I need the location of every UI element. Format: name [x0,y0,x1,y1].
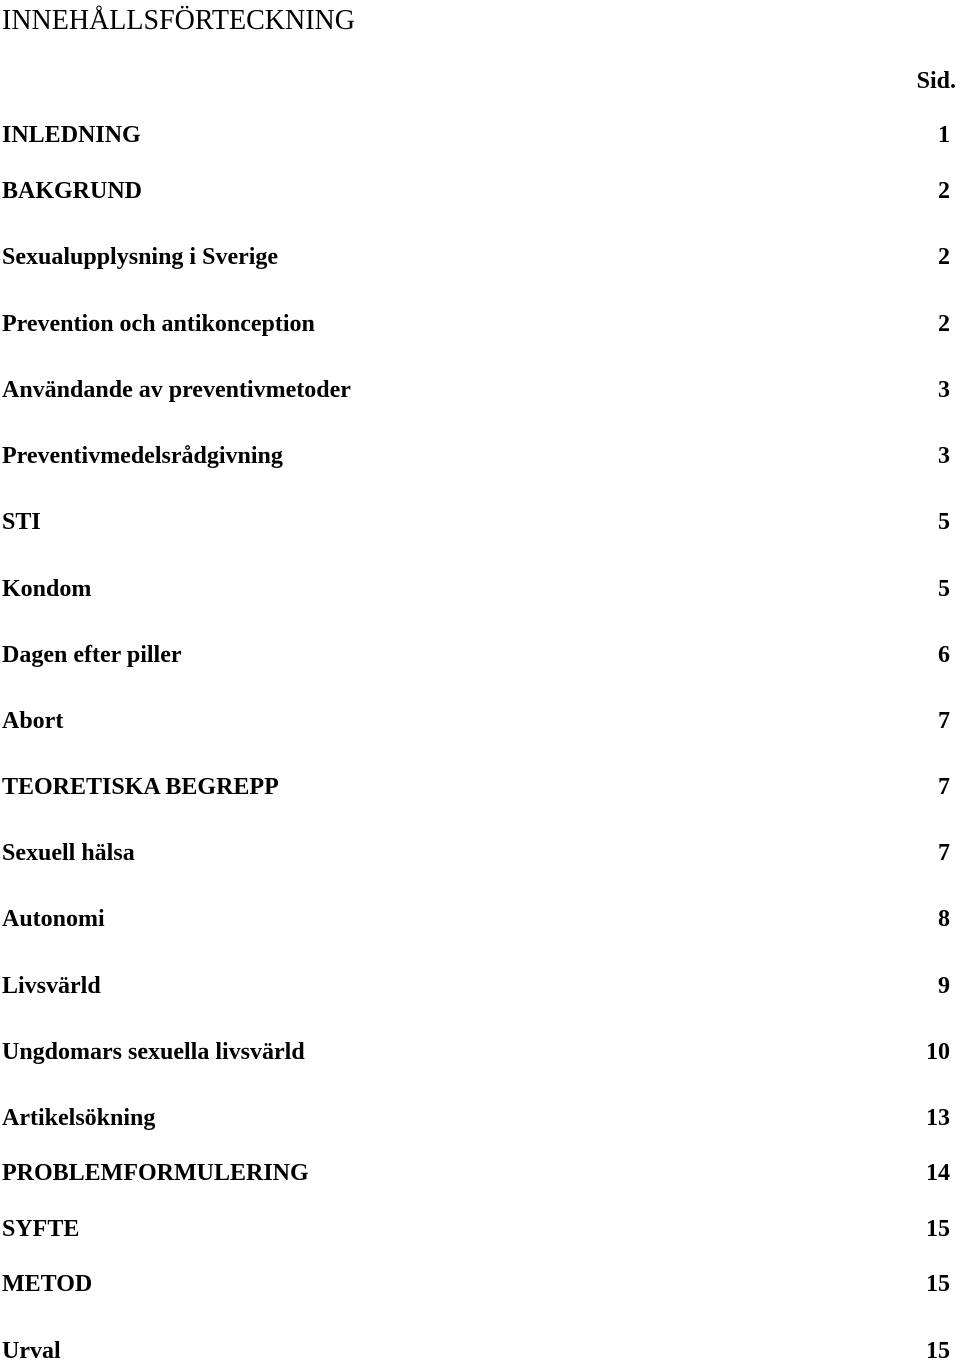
toc-entry [2,639,950,671]
toc-entry-page: 2 [938,311,950,337]
toc-entry [2,771,950,803]
toc-entry [2,374,950,406]
toc-entry-page: 3 [938,443,950,469]
toc-entry-title: Livsvärld [2,973,101,999]
toc-entry-title: TEORETISKA BEGREPP [2,774,279,800]
toc-entry-page: 7 [938,774,950,800]
toc-entry-title: BAKGRUND [2,178,143,204]
page-column-label: Sid. [916,68,956,94]
toc-entry [2,705,950,737]
toc-entry-title: INLEDNING [2,122,141,148]
toc-entry-page: 13 [926,1105,950,1131]
toc-entry-page: 7 [938,708,950,734]
toc-entry-title: Urval [2,1338,61,1364]
toc-entry-title: Sexuell hälsa [2,840,135,866]
toc-entry [2,440,950,472]
toc-entry-title: Prevention och antikonception [2,311,315,337]
toc-entry [2,1335,950,1367]
toc-entry-title: Preventivmedelsrådgivning [2,443,283,469]
toc-entry [2,837,950,869]
toc-entry [2,903,950,935]
toc-entry [2,506,950,538]
toc-entry-title: METOD [2,1271,93,1297]
toc-entry [2,175,950,207]
toc-entry [2,1036,950,1068]
toc-entry [2,1157,950,1189]
toc-entry [2,241,950,273]
toc-entry-page: 9 [938,973,950,999]
toc-entry-title: Artikelsökning [2,1105,156,1131]
toc-entry-title: PROBLEMFORMULERING [2,1160,309,1186]
toc-entry-title: Sexualupplysning i Sverige [2,244,279,270]
toc-entry-page: 8 [938,906,950,932]
toc-entry-title: STI [2,509,41,535]
toc-entry-title: SYFTE [2,1216,80,1242]
toc-entry-page: 15 [926,1271,950,1297]
toc-entry-title: Autonomi [2,906,105,932]
toc-entry-page: 7 [938,840,950,866]
toc-entry [2,1213,950,1245]
toc-entry-page: 1 [938,122,950,148]
toc-entry-page: 15 [926,1338,950,1364]
toc-entry-title: Dagen efter piller [2,642,182,668]
toc-entry-title: Kondom [2,576,92,602]
toc-entry-page: 2 [938,178,950,204]
toc-entry [2,573,950,605]
toc-entry [2,1102,950,1134]
toc-entry-page: 10 [926,1039,950,1065]
toc-entry-title: Abort [2,708,64,734]
toc-entry-title: Användande av preventivmetoder [2,377,351,403]
toc-entry-page: 6 [938,642,950,668]
toc-heading: INNEHÅLLSFÖRTECKNING [2,5,355,36]
toc-entry-page: 5 [938,576,950,602]
toc-entry [2,308,950,340]
toc-entry-page: 3 [938,377,950,403]
toc-entry-page: 15 [926,1216,950,1242]
toc-entry-page: 2 [938,244,950,270]
toc-entry [2,970,950,1002]
toc-entry [2,1268,950,1300]
toc-entry [2,119,950,151]
toc-entry-page: 5 [938,509,950,535]
toc-entry-page: 14 [926,1160,950,1186]
toc-entry-title: Ungdomars sexuella livsvärld [2,1039,305,1065]
